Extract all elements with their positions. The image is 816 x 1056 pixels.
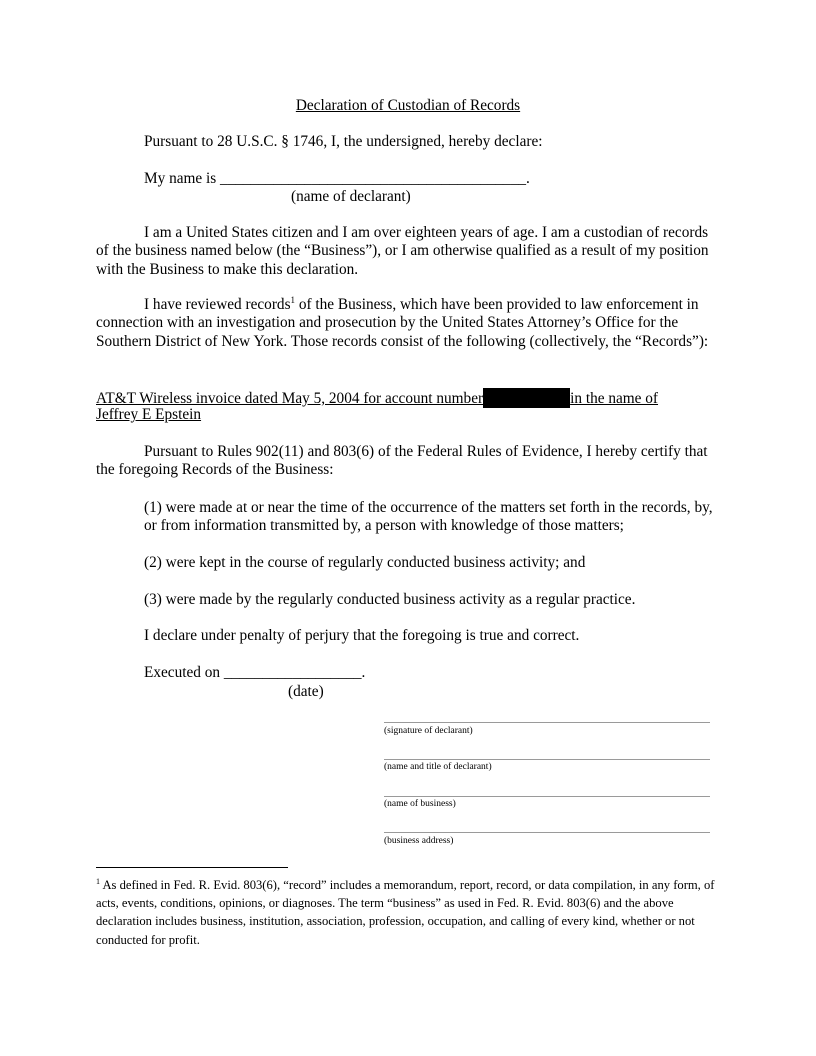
redaction-box	[483, 388, 570, 408]
certification-item-3: (3) were made by the regularly conducted business activity as a regular practice.	[144, 591, 636, 608]
footnote: $^1$ As defined in Fed. R. Evid. 803(6), “record” includes a memorandum, report, record, or data compilation, in any form, of acts, events, conditions, opinions, or diagnoses. The term “business” as used in Fed. R. Evid. 803(6) and the above declaration includes business, institution, association, profession, occupation, and calling of every kind, whether or not conducted for profit.	[96, 877, 715, 947]
footnote-divider	[96, 867, 288, 868]
business-address-label: (business address)	[384, 836, 454, 846]
footnote-marker: 1	[96, 877, 100, 886]
business-name-label: (name of business)	[384, 799, 456, 809]
footnote-reference: 1	[290, 295, 296, 305]
signature-line	[384, 722, 710, 723]
records-reviewed-paragraph: I have reviewed records$^1$ of the Business, which have been provided to law enforcement in connection with an investigation and prosecution by the United States Attorney’s Office for the Southern District of New York. Those records consist of the following (collectively, the “Records”):	[96, 295, 709, 350]
document-title: Declaration of Custodian of Records	[295, 97, 521, 114]
rules-certification-paragraph: Pursuant to Rules 902(11) and 803(6) of the Federal Rules of Evidence, I hereby certify that the foregoing Records of the Business:	[96, 443, 708, 479]
certification-item-2: (2) were kept in the course of regularly conducted business activity; and	[144, 554, 586, 571]
declarant-name-line: My name is ________________________________________.	[144, 170, 530, 187]
business-name-line	[384, 796, 710, 797]
records-description: AT&T Wireless invoice dated May 5, 2004 for account number in the name of	[96, 390, 659, 407]
pursuant-statement: Pursuant to 28 U.S.C. § 1746, I, the undersigned, hereby declare:	[144, 133, 543, 150]
date-caption: (date)	[288, 683, 324, 700]
business-address-line	[384, 832, 710, 833]
records-description-name: Jeffrey E Epstein	[96, 406, 202, 423]
name-title-line	[384, 759, 710, 760]
declarant-name-caption: (name of declarant)	[291, 188, 411, 205]
executed-on-line: Executed on __________________.	[144, 664, 366, 681]
signature-label: (signature of declarant)	[384, 726, 473, 736]
citizenship-paragraph: I am a United States citizen and I am over eighteen years of age. I am a custodian of records of the business named below (the “Business”), or I am otherwise qualified as a result of my position with the Business to make this declaration.	[96, 224, 709, 278]
name-title-label: (name and title of declarant)	[384, 762, 492, 772]
penalty-statement: I declare under penalty of perjury that the foregoing is true and correct.	[144, 627, 580, 644]
certification-item-1: (1) were made at or near the time of the occurrence of the matters set forth in the records, by, or from information transmitted by, a person with knowledge of those matters;	[144, 499, 713, 535]
